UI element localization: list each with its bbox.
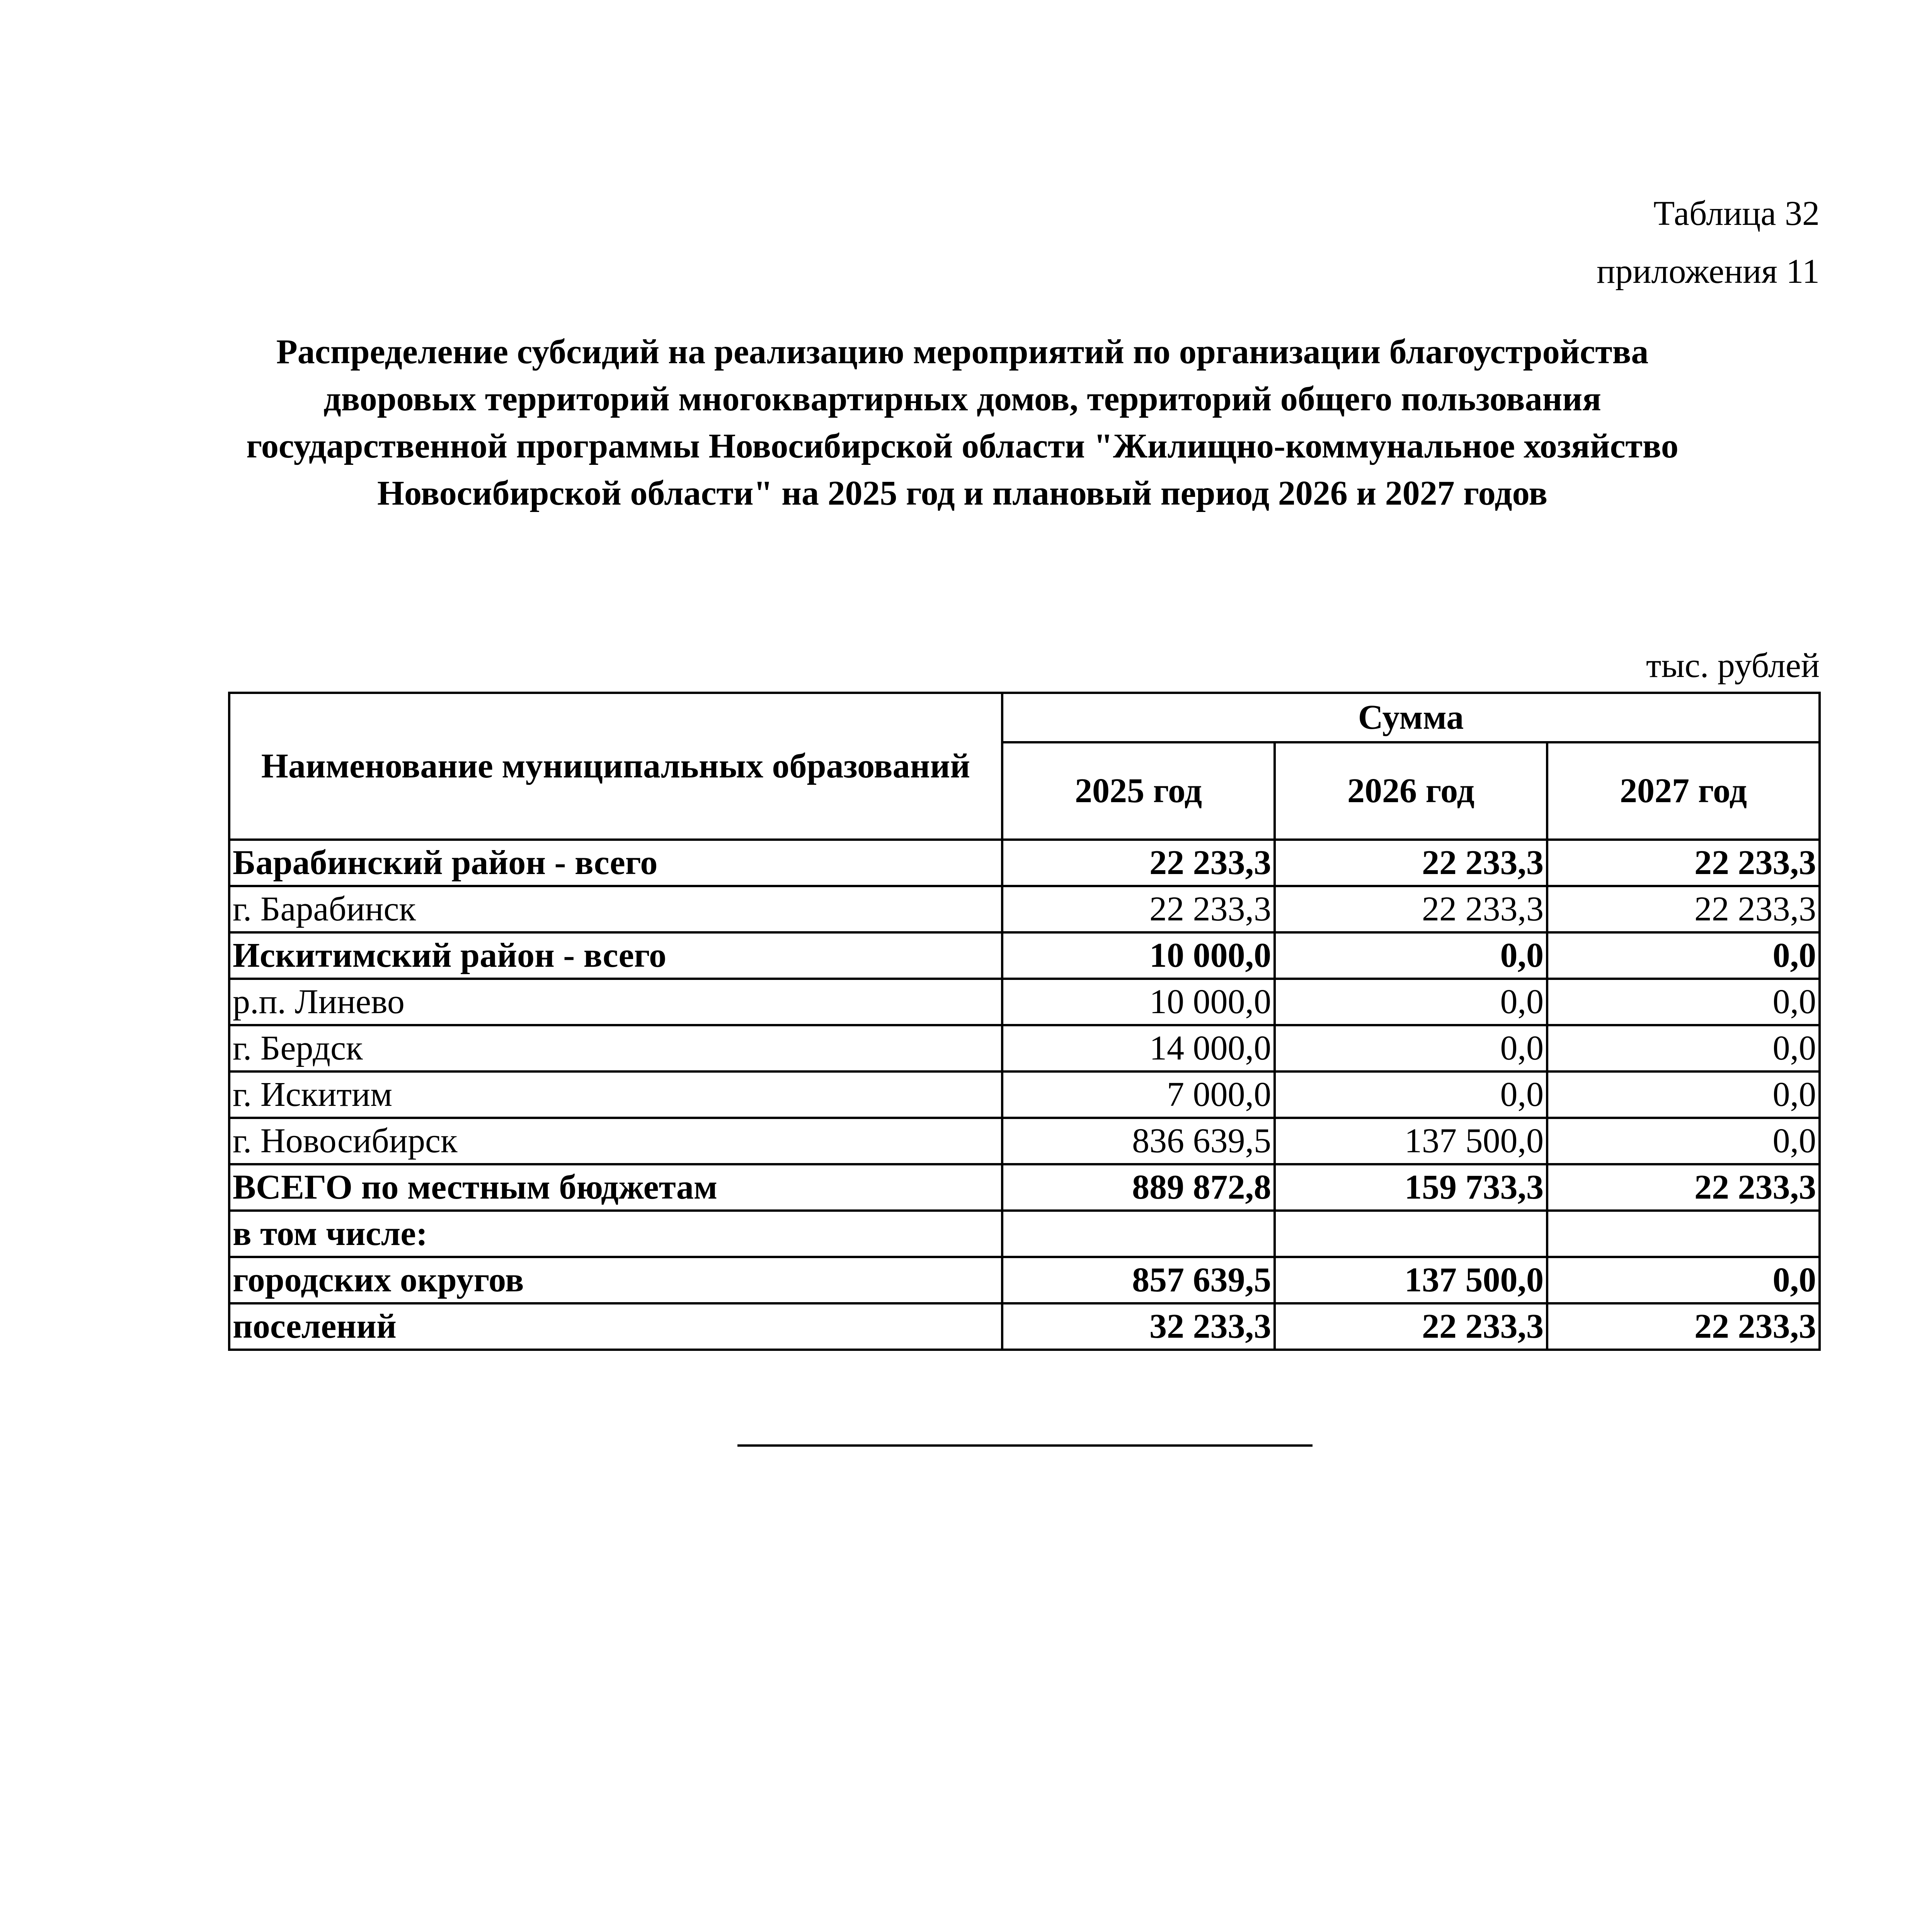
value-2025 — [1002, 1211, 1275, 1257]
table-row — [229, 1118, 1820, 1164]
title-line-1: Распределение субсидий на реализацию мероприятий по организации благоустройства — [276, 333, 1649, 371]
table-row — [229, 979, 1820, 1025]
row-name: г. Бердск — [229, 1025, 1002, 1071]
table-row — [229, 1025, 1820, 1071]
value-2025: 14 000,0 — [1002, 1025, 1275, 1071]
value-2025: 32 233,3 — [1002, 1303, 1275, 1350]
value-2026: 0,0 — [1275, 1025, 1547, 1071]
value-2027: 0,0 — [1547, 1025, 1820, 1071]
table-row — [229, 1303, 1820, 1350]
row-name: поселений — [229, 1303, 1002, 1350]
value-2026: 137 500,0 — [1275, 1257, 1547, 1303]
col-header-2027: 2027 год — [1547, 742, 1820, 840]
value-2025: 22 233,3 — [1002, 840, 1275, 886]
subsidy-table — [228, 692, 1821, 1351]
col-header-sum: Сумма — [1002, 693, 1820, 742]
table-number: Таблица 32 — [1653, 194, 1820, 233]
title-line-4: Новосибирской области" на 2025 год и плановый период 2026 и 2027 годов — [377, 474, 1548, 512]
units-label: тыс. рублей — [1646, 646, 1820, 685]
value-2026: 22 233,3 — [1275, 840, 1547, 886]
value-2027: 0,0 — [1547, 1071, 1820, 1118]
value-2027: 0,0 — [1547, 1257, 1820, 1303]
row-name: городских округов — [229, 1257, 1002, 1303]
row-name: ВСЕГО по местным бюджетам — [229, 1164, 1002, 1211]
title-line-2: дворовых территорий многоквартирных домов, территорий общего пользования — [323, 380, 1601, 418]
value-2026 — [1275, 1211, 1547, 1257]
document-title — [228, 328, 1697, 517]
value-2025: 22 233,3 — [1002, 886, 1275, 932]
table-row — [229, 1164, 1820, 1211]
col-header-2025: 2025 год — [1002, 742, 1275, 840]
table-row — [229, 932, 1820, 979]
row-name: г. Барабинск — [229, 886, 1002, 932]
row-name: г. Искитим — [229, 1071, 1002, 1118]
value-2027: 22 233,3 — [1547, 1303, 1820, 1350]
row-name: р.п. Линево — [229, 979, 1002, 1025]
value-2027: 0,0 — [1547, 1118, 1820, 1164]
table-row — [229, 1211, 1820, 1257]
value-2026: 159 733,3 — [1275, 1164, 1547, 1211]
value-2027: 0,0 — [1547, 979, 1820, 1025]
value-2025: 836 639,5 — [1002, 1118, 1275, 1164]
title-line-3: государственной программы Новосибирской области "Жилищно-коммунальное хозяйство — [246, 427, 1679, 465]
value-2027: 0,0 — [1547, 932, 1820, 979]
value-2027: 22 233,3 — [1547, 1164, 1820, 1211]
row-name: г. Новосибирск — [229, 1118, 1002, 1164]
col-header-2026: 2026 год — [1275, 742, 1547, 840]
col-header-name: Наименование муниципальных образований — [229, 693, 1002, 840]
row-name: в том числе: — [229, 1211, 1002, 1257]
value-2026: 0,0 — [1275, 932, 1547, 979]
row-name: Барабинский район - всего — [229, 840, 1002, 886]
value-2027: 22 233,3 — [1547, 886, 1820, 932]
table-row — [229, 1071, 1820, 1118]
table-row — [229, 1257, 1820, 1303]
value-2025: 889 872,8 — [1002, 1164, 1275, 1211]
end-separator-line — [737, 1444, 1313, 1447]
value-2026: 0,0 — [1275, 979, 1547, 1025]
value-2025: 857 639,5 — [1002, 1257, 1275, 1303]
table-label — [1597, 185, 1820, 301]
row-name: Искитимский район - всего — [229, 932, 1002, 979]
value-2026: 0,0 — [1275, 1071, 1547, 1118]
value-2025: 10 000,0 — [1002, 932, 1275, 979]
value-2025: 7 000,0 — [1002, 1071, 1275, 1118]
value-2026: 137 500,0 — [1275, 1118, 1547, 1164]
value-2027 — [1547, 1211, 1820, 1257]
appendix-label: приложения 11 — [1597, 252, 1820, 291]
value-2025: 10 000,0 — [1002, 979, 1275, 1025]
value-2027: 22 233,3 — [1547, 840, 1820, 886]
table-row — [229, 840, 1820, 886]
value-2026: 22 233,3 — [1275, 1303, 1547, 1350]
table-row — [229, 886, 1820, 932]
value-2026: 22 233,3 — [1275, 886, 1547, 932]
